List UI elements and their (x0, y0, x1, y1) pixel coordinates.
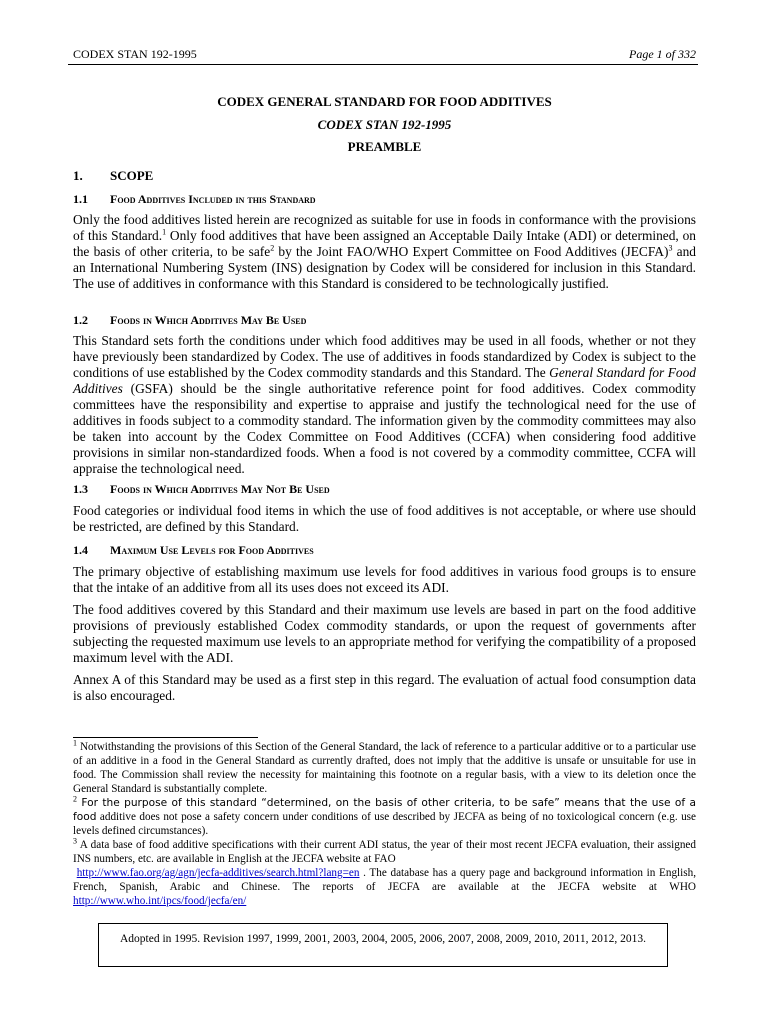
section-label: Food Additives Included in this Standard (110, 192, 316, 206)
section-label: Foods in Which Additives May Be Used (110, 313, 307, 327)
section-1-3-paragraph: Food categories or individual food items in which the use of food additives is not acceptable, or where use should be restricted, are defined by this Standard. (73, 503, 696, 534)
section-number: 1.4 (73, 543, 88, 557)
section-1-4-paragraph-1: The primary objective of establishing maximum use levels for food additives in various food groups is to ensure that the intake of an additive from all its uses does not exceed its ADI. (73, 564, 696, 595)
fao-jecfa-link[interactable]: http://www.fao.org/ag/agn/jecfa-additives/search.html?lang=en (76, 867, 360, 879)
section-1-2-paragraph: This Standard sets forth the conditions under which food additives may be used in all foods, whether or not they have previously been standardized by Codex. The use of additives in foods standardized by Codex is subject to the conditions of use established by the Codex commodity standards and this Standard. The General Standard for Food Additives (GSFA) should be the single authoritative reference point for food additives. Codex commodity committees have the responsibility and expertise to appraise and justify the technological need for the use of additives in foods subject to a commodity standard. The information given by the commodity committees may also be taken into account by the Codex Committee on Food Additives (CCFA) when considering food additive provisions in similar non-standardized foods. When a food is not covered by a commodity committee, CCFA will appraise the technological need. (73, 333, 697, 476)
header-doc-code: CODEX STAN 192-1995 (73, 47, 197, 61)
section-number: 1.1 (73, 192, 88, 206)
document-title: CODEX GENERAL STANDARD FOR FOOD ADDITIVES (217, 94, 552, 109)
section-label: Foods in Which Additives May Not Be Used (110, 482, 330, 496)
section-number: 1. (73, 168, 83, 183)
who-jecfa-link[interactable]: http://www.who.int/ipcs/food/jecfa/en/ (73, 895, 247, 907)
adoption-history-text: Adopted in 1995. Revision 1997, 1999, 2001, 2003, 2004, 2005, 2006, 2007, 2008, 2009, 2010, 2011, 2012, 2013. (119, 933, 646, 945)
section-label: Maximum Use Levels for Food Additives (110, 543, 314, 557)
header-page-number: Page 1 of 332 (629, 47, 696, 61)
section-1-1-heading (73, 192, 316, 207)
section-1-2-heading (73, 313, 306, 328)
preamble-heading: PREAMBLE (347, 139, 422, 154)
section-label: SCOPE (110, 168, 154, 183)
footnote-rule (73, 737, 258, 738)
section-number: 1.2 (73, 313, 88, 327)
section-scope-heading (73, 168, 153, 184)
footnote-1: $^1$ Notwithstanding the provisions of this Section of the General Standard, the lack of reference to a particular additive or to a particular use of an additive in a food in the General Standard as currently drafted, does not imply that the additive is unsafe or unsuitable for use in food. The Commission shall review the necessity for maintaining this footnote on a regular basis, with a view to its deletion once the General Standard is substantially complete. (73, 738, 696, 795)
adoption-history-box (98, 923, 668, 967)
header-rule (68, 64, 698, 65)
footnote-2: $^2$ For the purpose of this standard “determined, on the basis of other criteria, to be safe” means that the use of a food additive does not pose a safety concern under conditions of use described by JECFA as being of no toxicological concern (e.g. use levels defined circumstances). (73, 794, 697, 837)
footnote-ref-2[interactable]: 2 (270, 243, 275, 253)
footnote-ref-3[interactable]: 3 (668, 243, 673, 253)
gsfa-title: General Standard for Food Additives (73, 365, 697, 396)
footnote-ref-1[interactable]: 1 (162, 227, 167, 237)
section-1-4-heading (73, 543, 314, 558)
section-1-4-paragraph-3: Annex A of this Standard may be used as a first step in this regard. The evaluation of actual food consumption data is also encouraged. (73, 672, 696, 703)
section-1-4-paragraph-2: The food additives covered by this Standard and their maximum use levels are based in part on the food additive provisions of previously established Codex commodity standards, or upon the request of governments after subjecting the requested maximum use levels to an appropriate method for verifying the compatibility of a proposed maximum level with the ADI. (73, 602, 696, 665)
section-1-1-paragraph: Only the food additives listed herein are recognized as suitable for use in foods in conformance with the provisions of this Standard.$^1$ Only food additives that have been assigned an Acceptable Daily Intake (ADI) or determined, on the basis of other criteria, to be safe$^2$ by the Joint FAO/WHO Expert Committee on Food Additives (JECFA)$^3$ and an International Numbering System (INS) designation by Codex will be considered for inclusion in this Standard. The use of additives in conformance with this Standard is considered to be technologically justified. (73, 212, 696, 291)
footnote-3: $^3$ A data base of food additive specifications with their current ADI status, the year of their most recent JECFA evaluation, their assigned INS numbers, etc. are available in English at the JECFA website at FAO http://www.fao.org/ag/agn/jecfa-additives/search.html?lang=en . The database has a query page and background information in English, French, Spanish, Arabic and Chinese. The reports of JECFA are available at the JECFA website at WHO http://www.who.int/ipcs/food/jecfa/en/ (73, 836, 697, 907)
running-header (73, 47, 696, 62)
document-subtitle: CODEX STAN 192-1995 (317, 117, 452, 132)
section-1-3-heading (73, 482, 330, 497)
section-number: 1.3 (73, 482, 88, 496)
